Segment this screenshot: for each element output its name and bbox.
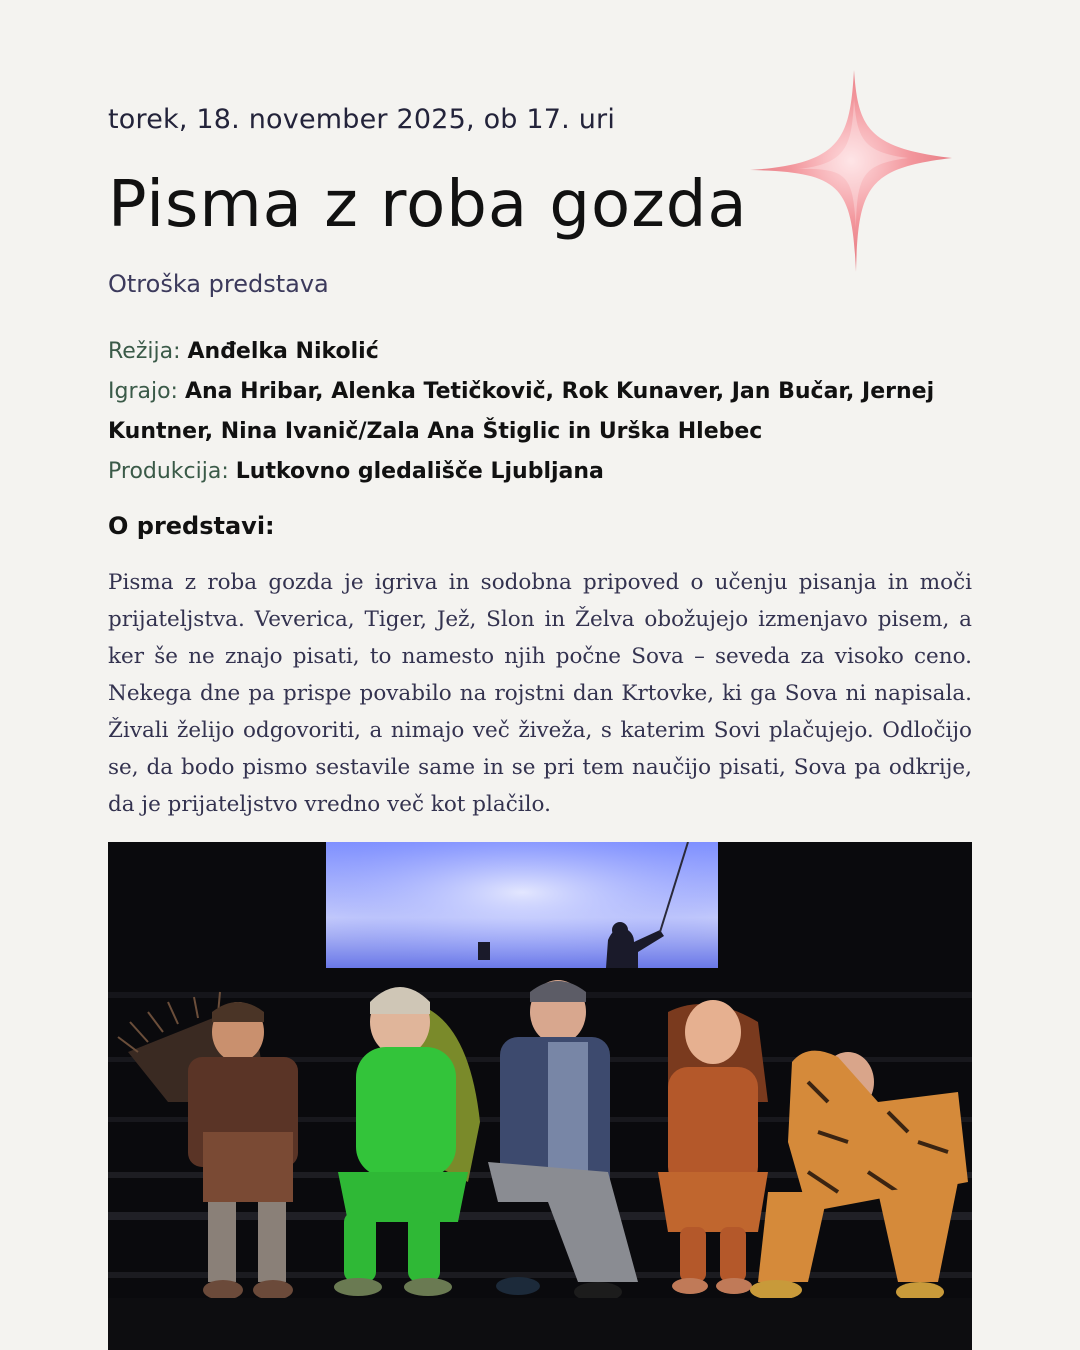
about-text: Pisma z roba gozda je igriva in sodobna pripoved o učenju pisanja in moči prijateljstva. Veverica, Tiger, Jež, Slon in Želva obožujejo izmenjavo pisem, a ker še ne znajo pisati, to namesto njih počne Sova – seveda za visoko ceno. Nekega dne pa prispe povabilo na rojstni dan Krtovke, ki ga Sova ni napisala. Živali želijo odgovoriti, a nimajo več živeža, s katerim Sovi plačujejo. Odločijo se, da bodo pismo sestavile same in se pri tem naučijo pisati, Sova pa odkrije, da je prijateljstvo vredno več kot plačilo. (108, 570, 972, 817)
event-date: torek, 18. november 2025, ob 17. uri (108, 104, 616, 135)
credits-block (108, 332, 978, 492)
event-subtitle: Otroška predstava (108, 270, 329, 298)
credit-value: Anđelka Nikolić (187, 339, 379, 364)
credit-value: Lutkovno gledališče Ljubljana (235, 459, 604, 484)
performance-photo (108, 842, 972, 1350)
sparkle-icon (748, 68, 954, 274)
credit-cast (108, 372, 978, 452)
credit-production (108, 452, 978, 492)
credit-label: Produkcija: (108, 459, 229, 484)
about-heading: O predstavi: (108, 512, 275, 540)
credit-direction (108, 332, 978, 372)
event-title: Pisma z roba gozda (108, 168, 748, 242)
credit-value: Ana Hribar, Alenka Tetičkovič, Rok Kunaver, Jan Bučar, Jernej Kuntner, Nina Ivanič/Zala Ana Štiglic in Urška Hlebec (108, 379, 935, 444)
credit-label: Igrajo: (108, 379, 178, 404)
credit-label: Režija: (108, 339, 181, 364)
